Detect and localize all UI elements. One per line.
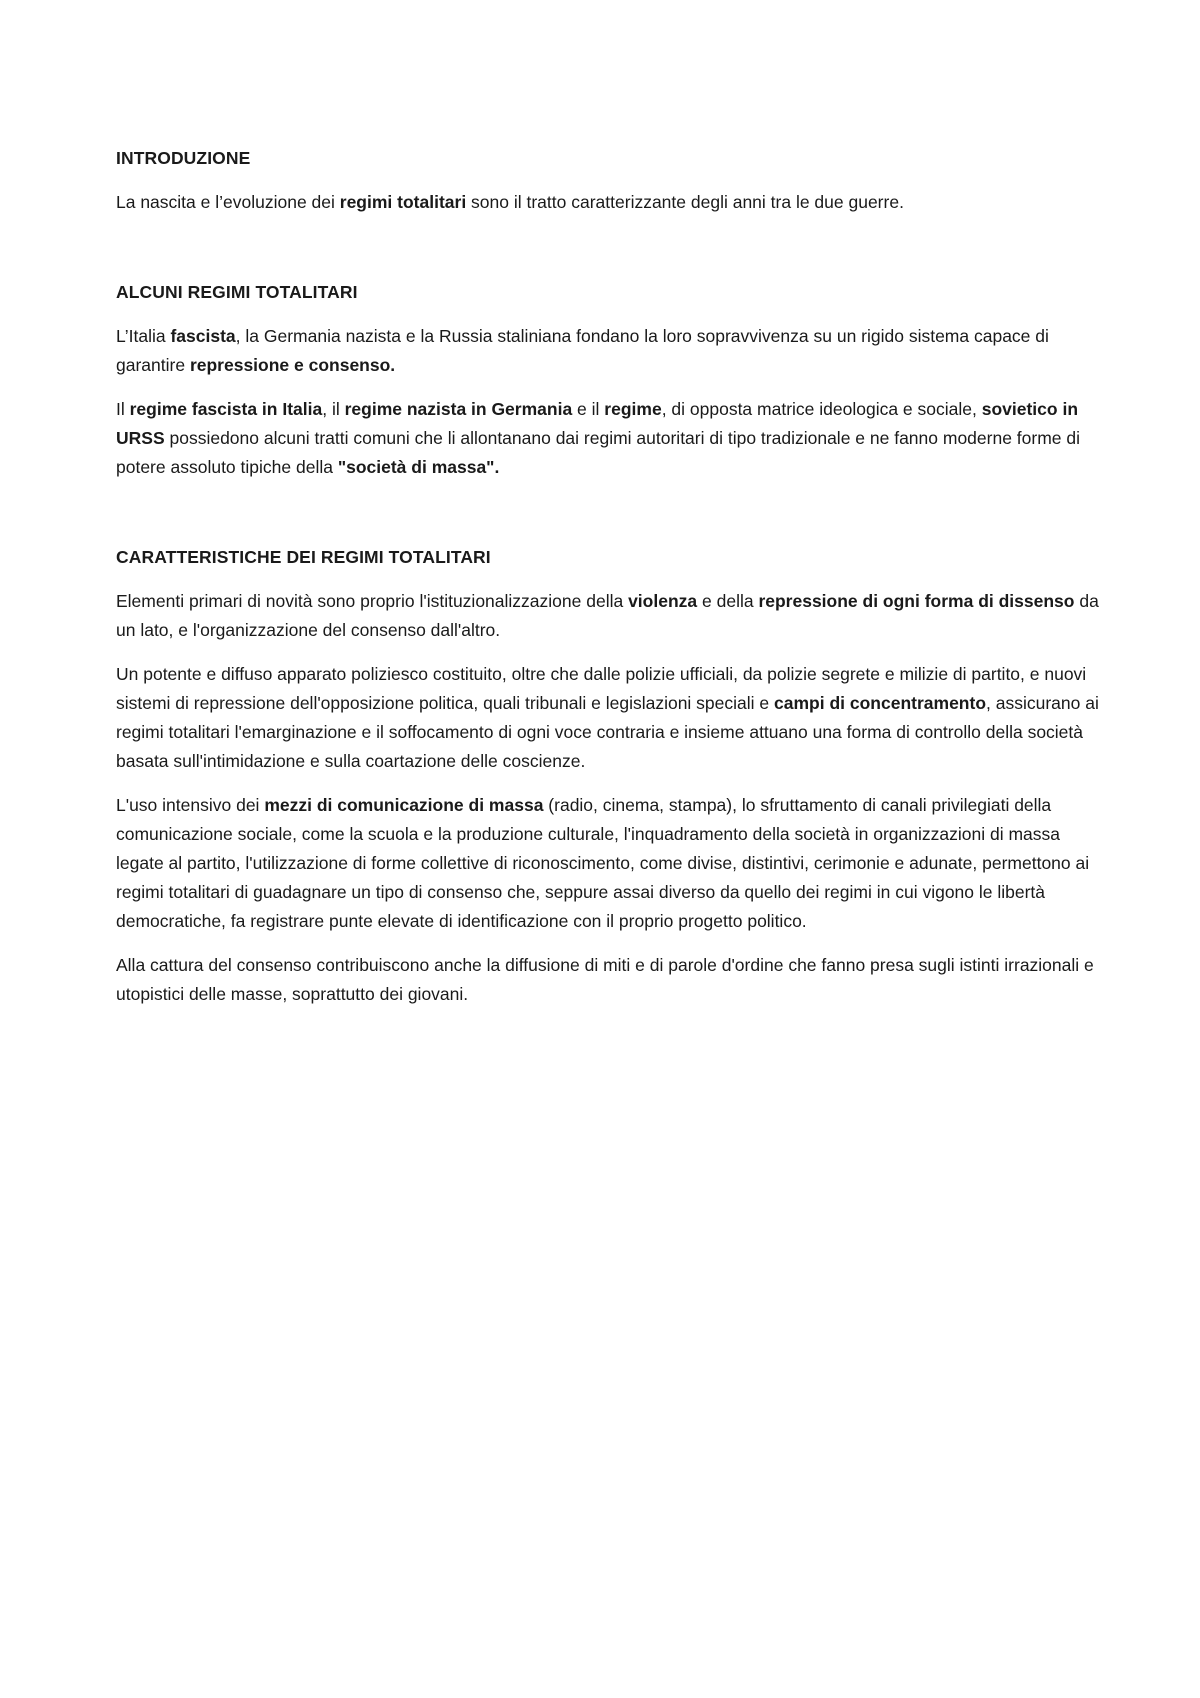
text-run: L’Italia [116, 326, 171, 346]
paragraph [116, 791, 1106, 936]
section-spacer [116, 232, 1106, 278]
text-run: , la Germania nazista e la Russia staliniana fondano la loro sopravvivenza su un rigido sistema capace di garantire [116, 326, 1049, 375]
paragraph [116, 587, 1106, 645]
text-run: Alla cattura del consenso contribuiscono anche la diffusione di miti e di parole d'ordine che fanno presa sugli istinti irrazionali e utopistici delle masse, soprattutto dei giovani. [116, 955, 1094, 1004]
text-run: L'uso intensivo dei [116, 795, 265, 815]
bold-text-run: "società di massa". [337, 457, 500, 477]
paragraph [116, 188, 1106, 217]
text-run: , di opposta matrice ideologica e sociale, [661, 399, 982, 419]
section-alcuni-regimi [116, 278, 1106, 482]
text-run: , assicurano ai regimi totalitari l'emarginazione e il soffocamento di ogni voce contraria e insieme attuano una forma di controllo della società basata sull'intimidazione e sulla coartazione delle coscienze. [116, 693, 1099, 771]
paragraph [116, 322, 1106, 380]
paragraph [116, 660, 1106, 776]
text-run: sono il tratto caratterizzante degli anni tra le due guerre. [466, 192, 904, 212]
text-run: Elementi primari di novità sono proprio l'istituzionalizzazione della [116, 591, 629, 611]
text-run: Il [116, 399, 130, 419]
paragraph [116, 395, 1106, 482]
section-heading: ALCUNI REGIMI TOTALITARI [116, 282, 358, 302]
text-run: da un lato, e l'organizzazione del consenso dall'altro. [116, 591, 1099, 640]
bold-text-run: sovietico in URSS [116, 399, 1079, 448]
bold-text-run: regime fascista in Italia [129, 399, 323, 419]
paragraph [116, 951, 1106, 1009]
section-introduzione [116, 144, 1106, 217]
bold-text-run: repressione e consenso. [189, 355, 396, 375]
section-spacer [116, 497, 1106, 543]
section-heading: INTRODUZIONE [116, 148, 251, 168]
text-run: possiedono alcuni tratti comuni che li allontanano dai regimi autoritari di tipo tradizionale e ne fanno moderne forme di potere assoluto tipiche della [116, 428, 1081, 477]
text-run: e della [697, 591, 759, 611]
bold-text-run: regime [604, 399, 662, 419]
bold-text-run: violenza [628, 591, 698, 611]
section-heading: CARATTERISTICHE DEI REGIMI TOTALITARI [116, 547, 491, 567]
bold-text-run: fascista [170, 326, 236, 346]
document-body [116, 144, 1106, 1024]
text-run: , il [322, 399, 345, 419]
section-caratteristiche [116, 543, 1106, 1009]
text-run: (radio, cinema, stampa), lo sfruttamento di canali privilegiati della comunicazione sociale, come la scuola e la produzione culturale, l'inquadramento della società in organizzazioni di massa legate al partito, l'utilizzazione di forme collettive di riconoscimento, come divise, distintivi, cerimonie e adunate, permettono ai regimi totalitari di guadagnare un tipo di consenso che, seppure assai diverso da quello dei regimi in cui vigono le libertà democratiche, fa registrare punte elevate di identificazione con il proprio progetto politico. [116, 795, 1090, 931]
bold-text-run: regime nazista in Germania [344, 399, 573, 419]
bold-text-run: mezzi di comunicazione di massa [264, 795, 544, 815]
text-run: Un potente e diffuso apparato poliziesco costituito, oltre che dalle polizie ufficiali, da polizie segrete e milizie di partito, e nuovi sistemi di repressione dell'opposizione politica, quali tribunali e legislazioni speciali e [116, 664, 1087, 713]
bold-text-run: regimi totalitari [339, 192, 467, 212]
text-run: e il [572, 399, 605, 419]
bold-text-run: repressione di ogni forma di dissenso [758, 591, 1075, 611]
bold-text-run: campi di concentramento [774, 693, 987, 713]
text-run: La nascita e l’evoluzione dei [116, 192, 340, 212]
